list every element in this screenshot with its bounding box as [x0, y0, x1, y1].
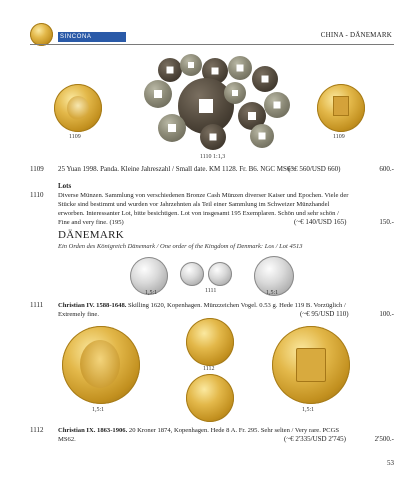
- lot-description-1110-line2: Stücke sind bestimmt und wurden vor Jahrzehnten als Teil einer Sammlung im Schweizer Münzhandel: [58, 201, 330, 208]
- panda-coin-reverse-image: [317, 84, 365, 132]
- image-label-1110: 1110 1:1,3: [200, 154, 226, 160]
- lot-estimate-1112: (~€ 2'335/USD 2'745): [284, 435, 346, 443]
- brand-name: SINCONA: [60, 34, 92, 40]
- cash-coins-lot-image: [140, 52, 292, 152]
- skilling-coin-small-reverse-image: [208, 262, 232, 286]
- lot-details-1112: 20 Kroner 1874, Kopenhagen. Hede 8 A. Fr. 295. Sehr selten / Very rare. PCGS: [127, 427, 340, 434]
- image-label-1111-left: 1,5:1: [145, 290, 158, 296]
- lot-number-1109: 1109: [30, 165, 44, 173]
- page-header-title: CHINA - DÄNEMARK: [320, 31, 392, 39]
- section-title: DÄNEMARK: [58, 229, 124, 241]
- image-label-1112-left: 1,5:1: [92, 407, 105, 413]
- lot-description-1111-line2: Extremely fine.: [58, 311, 100, 318]
- image-label-1112: 1112: [203, 366, 215, 372]
- lots-heading: Lots: [58, 182, 72, 190]
- lot-ruler-1111: Christian IV. 1588-1648.: [58, 302, 127, 309]
- lot-details-1111: Skilling 1620, Kopenhagen. Münzzeichen Vogel. 0.53 g. Hede 119 B. Vorzüglich /: [126, 302, 346, 309]
- lot-estimate-1109: (~€ 560/USD 660): [288, 165, 341, 173]
- section-subtitle: Ein Orden des Königreich Dänemark / One order of the Kingdom of Denmark: Los / Lot 4513: [58, 243, 303, 250]
- kroner-coin-large-obverse-image: [62, 326, 140, 404]
- image-label-1109-right: 1109: [333, 134, 345, 140]
- kroner-coin-small-reverse-image: [186, 374, 234, 422]
- lot-price-1109: 600.-: [379, 165, 394, 173]
- lot-description-1111-line1: [58, 301, 346, 310]
- page-number: 53: [387, 459, 394, 467]
- kroner-coin-large-reverse-image: [272, 326, 350, 404]
- lot-number-1111: 1111: [30, 301, 44, 309]
- image-label-1111-center: 1111: [205, 288, 217, 294]
- panda-coin-obverse-image: [54, 84, 102, 132]
- lot-description-1110-line4: Fine and very fine. (195): [58, 219, 124, 226]
- lot-number-1110: 1110: [30, 191, 44, 199]
- skilling-coin-small-obverse-image: [180, 262, 204, 286]
- lot-description-1110-line1: Diverse Münzen. Sammlung von verschiedenen Bronze Cash Münzen diverser Kaiser und Epochen. Viele der: [58, 192, 349, 199]
- kroner-coin-small-obverse-image: [186, 318, 234, 366]
- lot-description-1109: 25 Yuan 1998. Panda. Kleine Jahreszahl / Small date. KM 1128. Fr. B6. NGC MS63.: [58, 165, 296, 173]
- lot-price-1110: 150.-: [379, 218, 394, 226]
- lot-description-1112-line1: [58, 426, 339, 435]
- lot-price-1111: 100.-: [379, 310, 394, 318]
- lot-price-1112: 2'500.-: [374, 435, 394, 443]
- lot-description-1112-line2: MS62.: [58, 436, 76, 443]
- image-label-1109-left: 1109: [69, 134, 81, 140]
- lot-number-1112: 1112: [30, 426, 44, 434]
- image-label-1111-right: 1,5:1: [266, 290, 279, 296]
- lot-ruler-1112: Christian IX. 1863-1906.: [58, 427, 128, 434]
- lot-estimate-1111: (~€ 95/USD 110): [300, 310, 349, 318]
- image-label-1112-right: 1,5:1: [302, 407, 315, 413]
- lot-estimate-1110: (~€ 140/USD 165): [294, 218, 347, 226]
- header-divider: [30, 44, 394, 45]
- lot-description-1110-line3: erworben. Interessanter Lot, bitte besichtigen. Lot von insgesamt 195 Exemplaren. Schön und sehr schön /: [58, 210, 339, 217]
- sincona-logo-coin: [30, 23, 53, 46]
